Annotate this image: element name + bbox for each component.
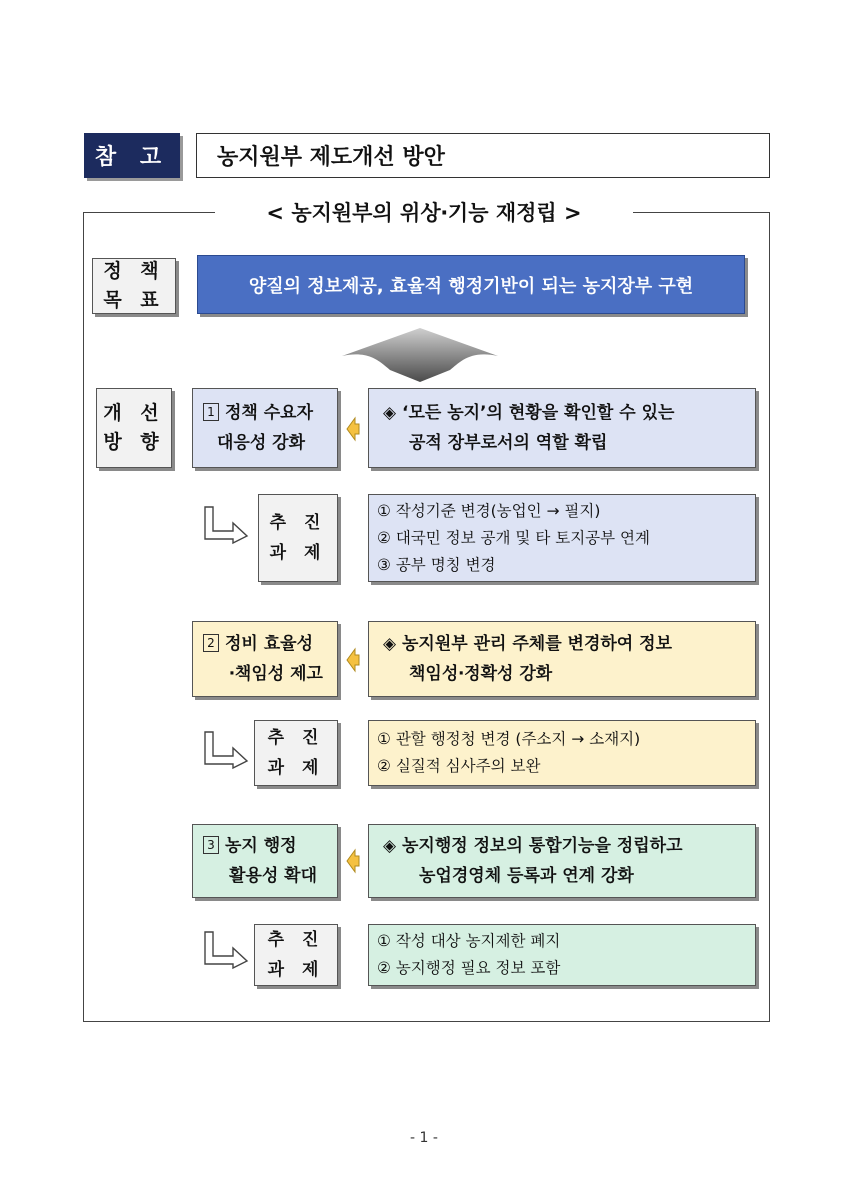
task-item: ① 작성기준 변경(농업인 → 필지) (377, 501, 601, 520)
goal-label (92, 258, 176, 314)
direction-3-description (368, 824, 756, 898)
push-label-line1: 추 진 (269, 513, 327, 533)
direction-1-title-line2: 대응성 강화 (217, 433, 306, 453)
push-label-line2: 과 제 (267, 758, 325, 778)
page-number: - 1 - (410, 1130, 438, 1146)
turn-right-arrow-icon (203, 505, 249, 545)
task-item: ② 대국민 정보 공개 및 타 토지공부 연계 (377, 528, 650, 547)
direction-3-title-line1: 3 농지 행정 (203, 831, 337, 861)
direction-1-title (192, 388, 338, 468)
direction-2-desc-line2: 책임성‧정확성 강화 (409, 664, 553, 684)
section-subtitle: < 농지원부의 위상‧기능 재정립 > (215, 196, 633, 228)
upward-arrow-icon (320, 326, 520, 384)
goal-label-line1: 정 책 (103, 260, 165, 282)
direction-2-desc-line1: ◈ 농지원부 관리 주체를 변경하여 정보 (383, 634, 672, 654)
direction-2-description (368, 621, 756, 697)
push-task-label-1 (258, 494, 338, 582)
direction-label-line1: 개 선 (103, 402, 165, 424)
task-item: ② 실질적 심사주의 보완 (377, 757, 541, 775)
direction-2-title-line1: 2 정비 효율성 (203, 629, 337, 659)
push-label-line2: 과 제 (269, 543, 327, 563)
turn-right-arrow-icon (203, 730, 249, 770)
goal-label-line2: 목 표 (103, 289, 165, 311)
number-box: 1 (203, 403, 219, 421)
direction-1-desc-line1: ◈ ‘모든 농지’의 현황을 확인할 수 있는 (383, 403, 675, 423)
left-arrow-icon (345, 416, 361, 442)
push-label-line2: 과 제 (267, 960, 325, 980)
task-item: ① 관할 행정청 변경 (주소지 → 소재지) (377, 730, 641, 748)
push-label-line1: 추 진 (267, 930, 325, 950)
direction-2-title (192, 621, 338, 697)
number-box: 2 (203, 634, 219, 652)
direction-2-tasks (368, 720, 756, 786)
direction-3-tasks (368, 924, 756, 986)
task-item: ① 작성 대상 농지제한 폐지 (377, 932, 561, 950)
left-arrow-icon (345, 848, 361, 874)
direction-3-desc-line2: 농업경영체 등록과 연계 강화 (419, 866, 634, 886)
direction-3-title (192, 824, 338, 898)
task-item: ③ 공부 명칭 변경 (377, 555, 496, 574)
direction-2-title-line2: ‧책임성 제고 (229, 664, 323, 684)
left-arrow-icon (345, 647, 361, 673)
number-box: 3 (203, 836, 219, 854)
push-task-label-2 (254, 720, 338, 786)
goal-statement: 양질의 정보제공, 효율적 행정기반이 되는 농지장부 구현 (197, 255, 745, 314)
direction-3-title-line2: 활용성 확대 (229, 866, 318, 886)
task-item: ② 농지행정 필요 정보 포함 (377, 959, 561, 977)
push-task-label-3 (254, 924, 338, 986)
direction-3-desc-line1: ◈ 농지행정 정보의 통합기능을 정립하고 (383, 836, 683, 856)
direction-label (96, 388, 172, 468)
direction-1-desc-line2: 공적 장부로서의 역할 확립 (409, 433, 608, 453)
direction-1-description (368, 388, 756, 468)
push-label-line1: 추 진 (267, 728, 325, 748)
page-title: 농지원부 제도개선 방안 (196, 133, 770, 178)
reference-badge: 참 고 (84, 133, 180, 178)
direction-1-title-line1: 1 정책 수요자 (203, 398, 337, 428)
direction-label-line2: 방 향 (103, 431, 165, 453)
direction-1-tasks (368, 494, 756, 582)
turn-right-arrow-icon (203, 930, 249, 970)
